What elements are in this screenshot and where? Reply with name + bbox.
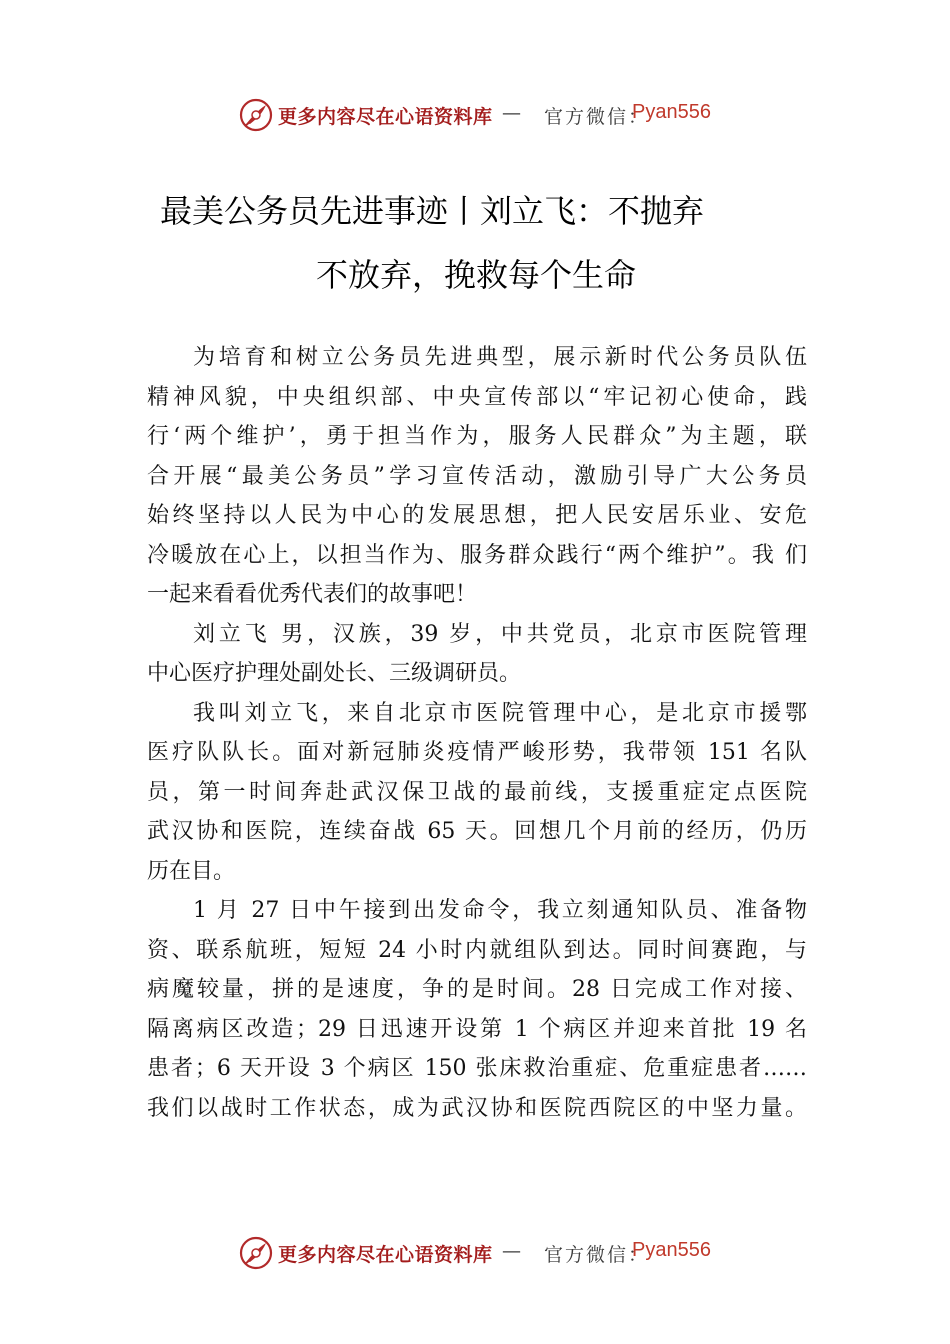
- paragraph-line: 我们以战时工作状态，成为武汉协和医院西院区的中坚力量。: [147, 1095, 807, 1121]
- paragraph-line: 始终坚持以人民为中心的发展思想，把人民安居乐业、安危: [147, 503, 807, 528]
- watermark-wechat-label: 官方微信：: [544, 106, 650, 128]
- paragraph-line: 患者；6 天开设 3 个病区 150 张床救治重症、危重症患者……: [147, 1056, 807, 1081]
- paragraph-4: [147, 891, 807, 1128]
- paragraph-3: [147, 694, 807, 892]
- paragraph-line: 员，第一时间奔赴武汉保卫战的最前线，支援重症定点医院: [147, 779, 807, 805]
- watermark-separator: —: [502, 102, 521, 124]
- paragraph-line: 隔离病区改造；29 日迅速开设第 1 个病区并迎来首批 19 名: [147, 1016, 807, 1042]
- paragraph-line: 一起来看看优秀代表们的故事吧！: [147, 582, 478, 607]
- paragraph-line: 为培育和树立公务员先进典型，展示新时代公务员队伍: [193, 345, 807, 370]
- quill-pen-logo-icon: [238, 97, 274, 133]
- paragraph-line: 刘立飞 男，汉族，39 岁，中共党员，北京市医院管理: [193, 621, 807, 647]
- footer-watermark: [0, 1233, 950, 1273]
- article-body: [147, 338, 807, 1128]
- article-title-line-1: 最美公务员先进事迹丨刘立飞：不抛弃: [160, 192, 705, 230]
- watermark-wechat-label: 官方微信：: [544, 1244, 650, 1266]
- watermark-wechat-id: Pyan556: [632, 101, 711, 123]
- paragraph-line: 我叫刘立飞，来自北京市医院管理中心，是北京市援鄂: [193, 700, 807, 726]
- paragraph-line: 精神风貌，中央组织部、中央宣传部以“牢记初心使命，践: [147, 384, 807, 410]
- watermark-brand-text: 更多内容尽在心语资料库: [278, 106, 493, 128]
- paragraph-1: [147, 338, 807, 615]
- article-title-line-2: 不放弃，挽救每个生命: [316, 256, 637, 294]
- paragraph-line: 医疗队队长。面对新冠肺炎疫情严峻形势，我带领 151 名队: [147, 740, 807, 765]
- watermark-brand-text: 更多内容尽在心语资料库: [278, 1244, 493, 1266]
- quill-pen-logo-icon: [238, 1235, 274, 1271]
- paragraph-line: 资、联系航班，短短 24 小时内就组队到达。同时间赛跑，与: [147, 937, 807, 963]
- paragraph-line: 1 月 27 日中午接到出发命令，我立刻通知队员、准备物: [193, 898, 807, 923]
- paragraph-line: 行‘两个维护’，勇于担当作为，服务人民群众”为主题，联: [147, 424, 807, 449]
- paragraph-line: 合开展“最美公务员”学习宣传活动，激励引导广大公务员: [147, 463, 807, 489]
- paragraph-2: [147, 615, 807, 694]
- paragraph-line: 病魔较量，拼的是速度，争的是时间。28 日完成工作对接、: [147, 977, 807, 1002]
- paragraph-line: 冷暖放在心上，以担当作为、服务群众践行“两个维护”。我 们: [147, 542, 807, 568]
- watermark-wechat-id: Pyan556: [632, 1239, 711, 1261]
- paragraph-line: 中心医疗护理处副处长、三级调研员。: [147, 661, 522, 686]
- watermark-separator: —: [502, 1240, 521, 1262]
- header-watermark: [0, 95, 950, 135]
- paragraph-line: 武汉协和医院，连续奋战 65 天。回想几个月前的经历，仍历: [147, 819, 807, 844]
- paragraph-line: 历在目。: [147, 858, 236, 884]
